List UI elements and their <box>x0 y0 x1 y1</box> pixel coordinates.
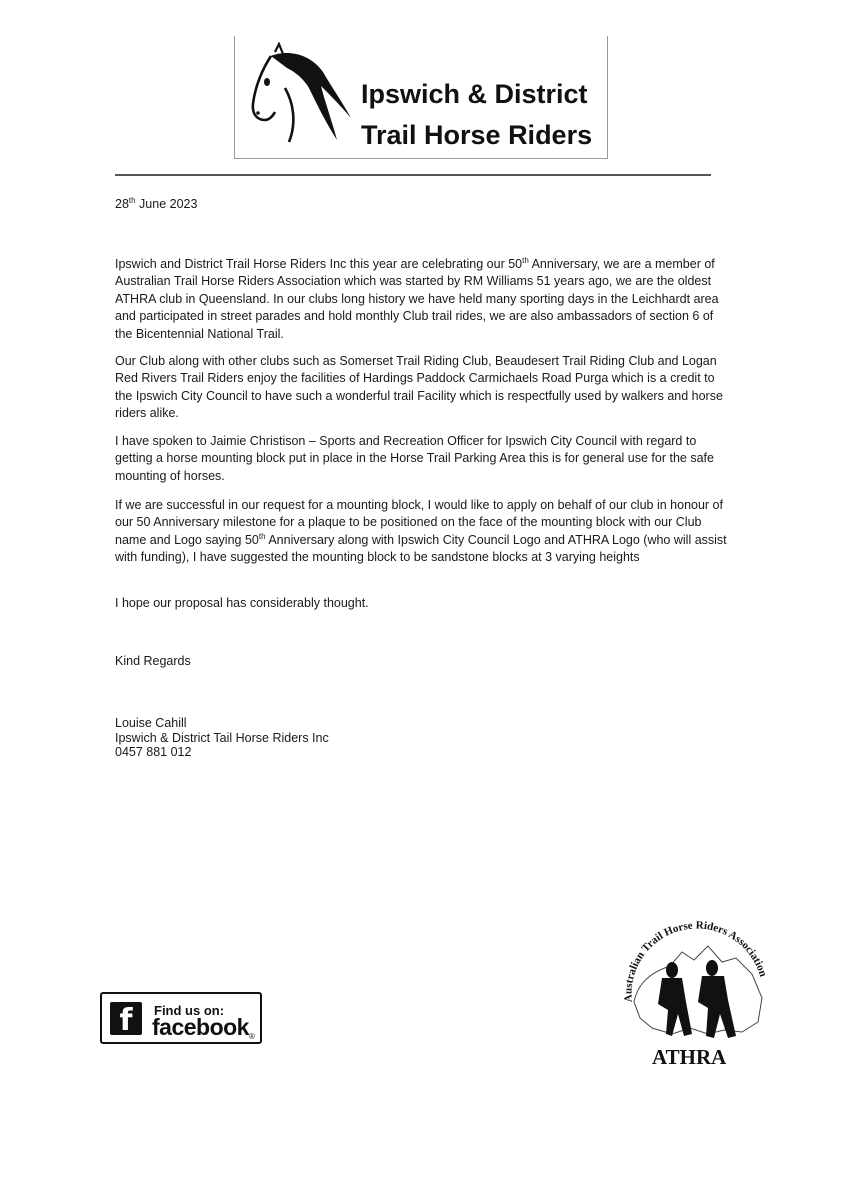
org-name-line-1: Ipswich & District <box>361 79 588 109</box>
horse-head-logo-icon <box>241 42 361 154</box>
letter-date <box>115 196 197 211</box>
registered-mark: ® <box>248 1032 255 1041</box>
horse-riders-silhouette-icon <box>658 960 736 1038</box>
paragraph-facilities: Our Club along with other clubs such as Somerset Trail Riding Club, Beaudesert Trail Riding Club and Logan Red Rivers Trail Riders enjoy the facilities of Hardings Paddock Carmichaels Road Purga which is a credit to the Ipswich City Council to have such a wonderful trail Facility which is respectfully used by walkers and horse riders alike. <box>115 354 723 421</box>
date-ordinal-suffix: th <box>128 196 136 205</box>
closing-salutation: Kind Regards <box>115 654 191 668</box>
paragraph-plaque-text-a: If we are successful in our request for a mounting block, I would like to apply on behalf of our club in honour of our 50 Anniversary milestone for a plaque to be positioned on the face of the mounting block with our Club name and Logo saying 50 <box>115 498 723 547</box>
letterhead <box>234 36 608 159</box>
paragraph-mounting-block-request: I have spoken to Jaimie Christison – Sports and Recreation Officer for Ipswich City Council with regard to getting a horse mounting block put in place in the Horse Trail Parking Area this is for general use for the safe mounting of horses. <box>115 434 714 483</box>
svg-text:Australian Trail Horse Riders <box>622 919 769 1002</box>
paragraph-closing-remark: I hope our proposal has considerably thought. <box>115 596 369 610</box>
date-day: 28 <box>115 197 129 212</box>
facebook-wordmark <box>152 1014 254 1041</box>
ordinal-suffix: th <box>522 255 529 265</box>
facebook-find-us-text: Find us on: <box>154 1003 225 1018</box>
athra-ring-text: Australian Trail Horse Riders Association <box>622 919 769 1003</box>
organization-name <box>361 74 592 156</box>
header-divider <box>115 174 711 176</box>
date-month-year: June 2023 <box>135 197 198 212</box>
athra-logo <box>612 906 782 1072</box>
org-name-line-2: Trail Horse Riders <box>361 120 593 150</box>
signer-name: Louise Cahill <box>115 716 187 730</box>
facebook-f-icon: f <box>110 1002 142 1035</box>
athra-acronym: ATHRA <box>652 1045 727 1069</box>
facebook-brand-text: facebook <box>152 1014 249 1040</box>
paragraph-plaque-text-b: Anniversary along with Ipswich City Council Logo and ATHRA Logo (who will assist with funding), I have suggested the mounting block to be sandstone blocks at 3 varying heights <box>115 532 727 565</box>
australia-map-outline <box>634 946 762 1034</box>
signer-phone: 0457 881 012 <box>115 745 192 759</box>
paragraph-anniversary-text-b: Anniversary, we are a member of Australian Trail Horse Riders Association which was started by RM Williams 51 years ago, we are the oldest ATHRA club in Queensland. In our clubs long history we have held many sporting days in the Leichhardt area and participated in street parades and hold monthly Club trail rides, we are also ambassadors of section 6 of the Bicentennial National Trail. <box>115 257 719 341</box>
paragraph-anniversary <box>115 256 727 343</box>
paragraph-plaque-proposal <box>115 497 727 567</box>
paragraph-anniversary-text-a: Ipswich and District Trail Horse Riders Inc this year are celebrating our 50 <box>115 257 523 271</box>
facebook-badge[interactable] <box>100 992 262 1044</box>
signer-organization: Ipswich & District Tail Horse Riders Inc <box>115 730 329 745</box>
signature-block <box>115 716 329 760</box>
ordinal-suffix: th <box>258 531 266 541</box>
